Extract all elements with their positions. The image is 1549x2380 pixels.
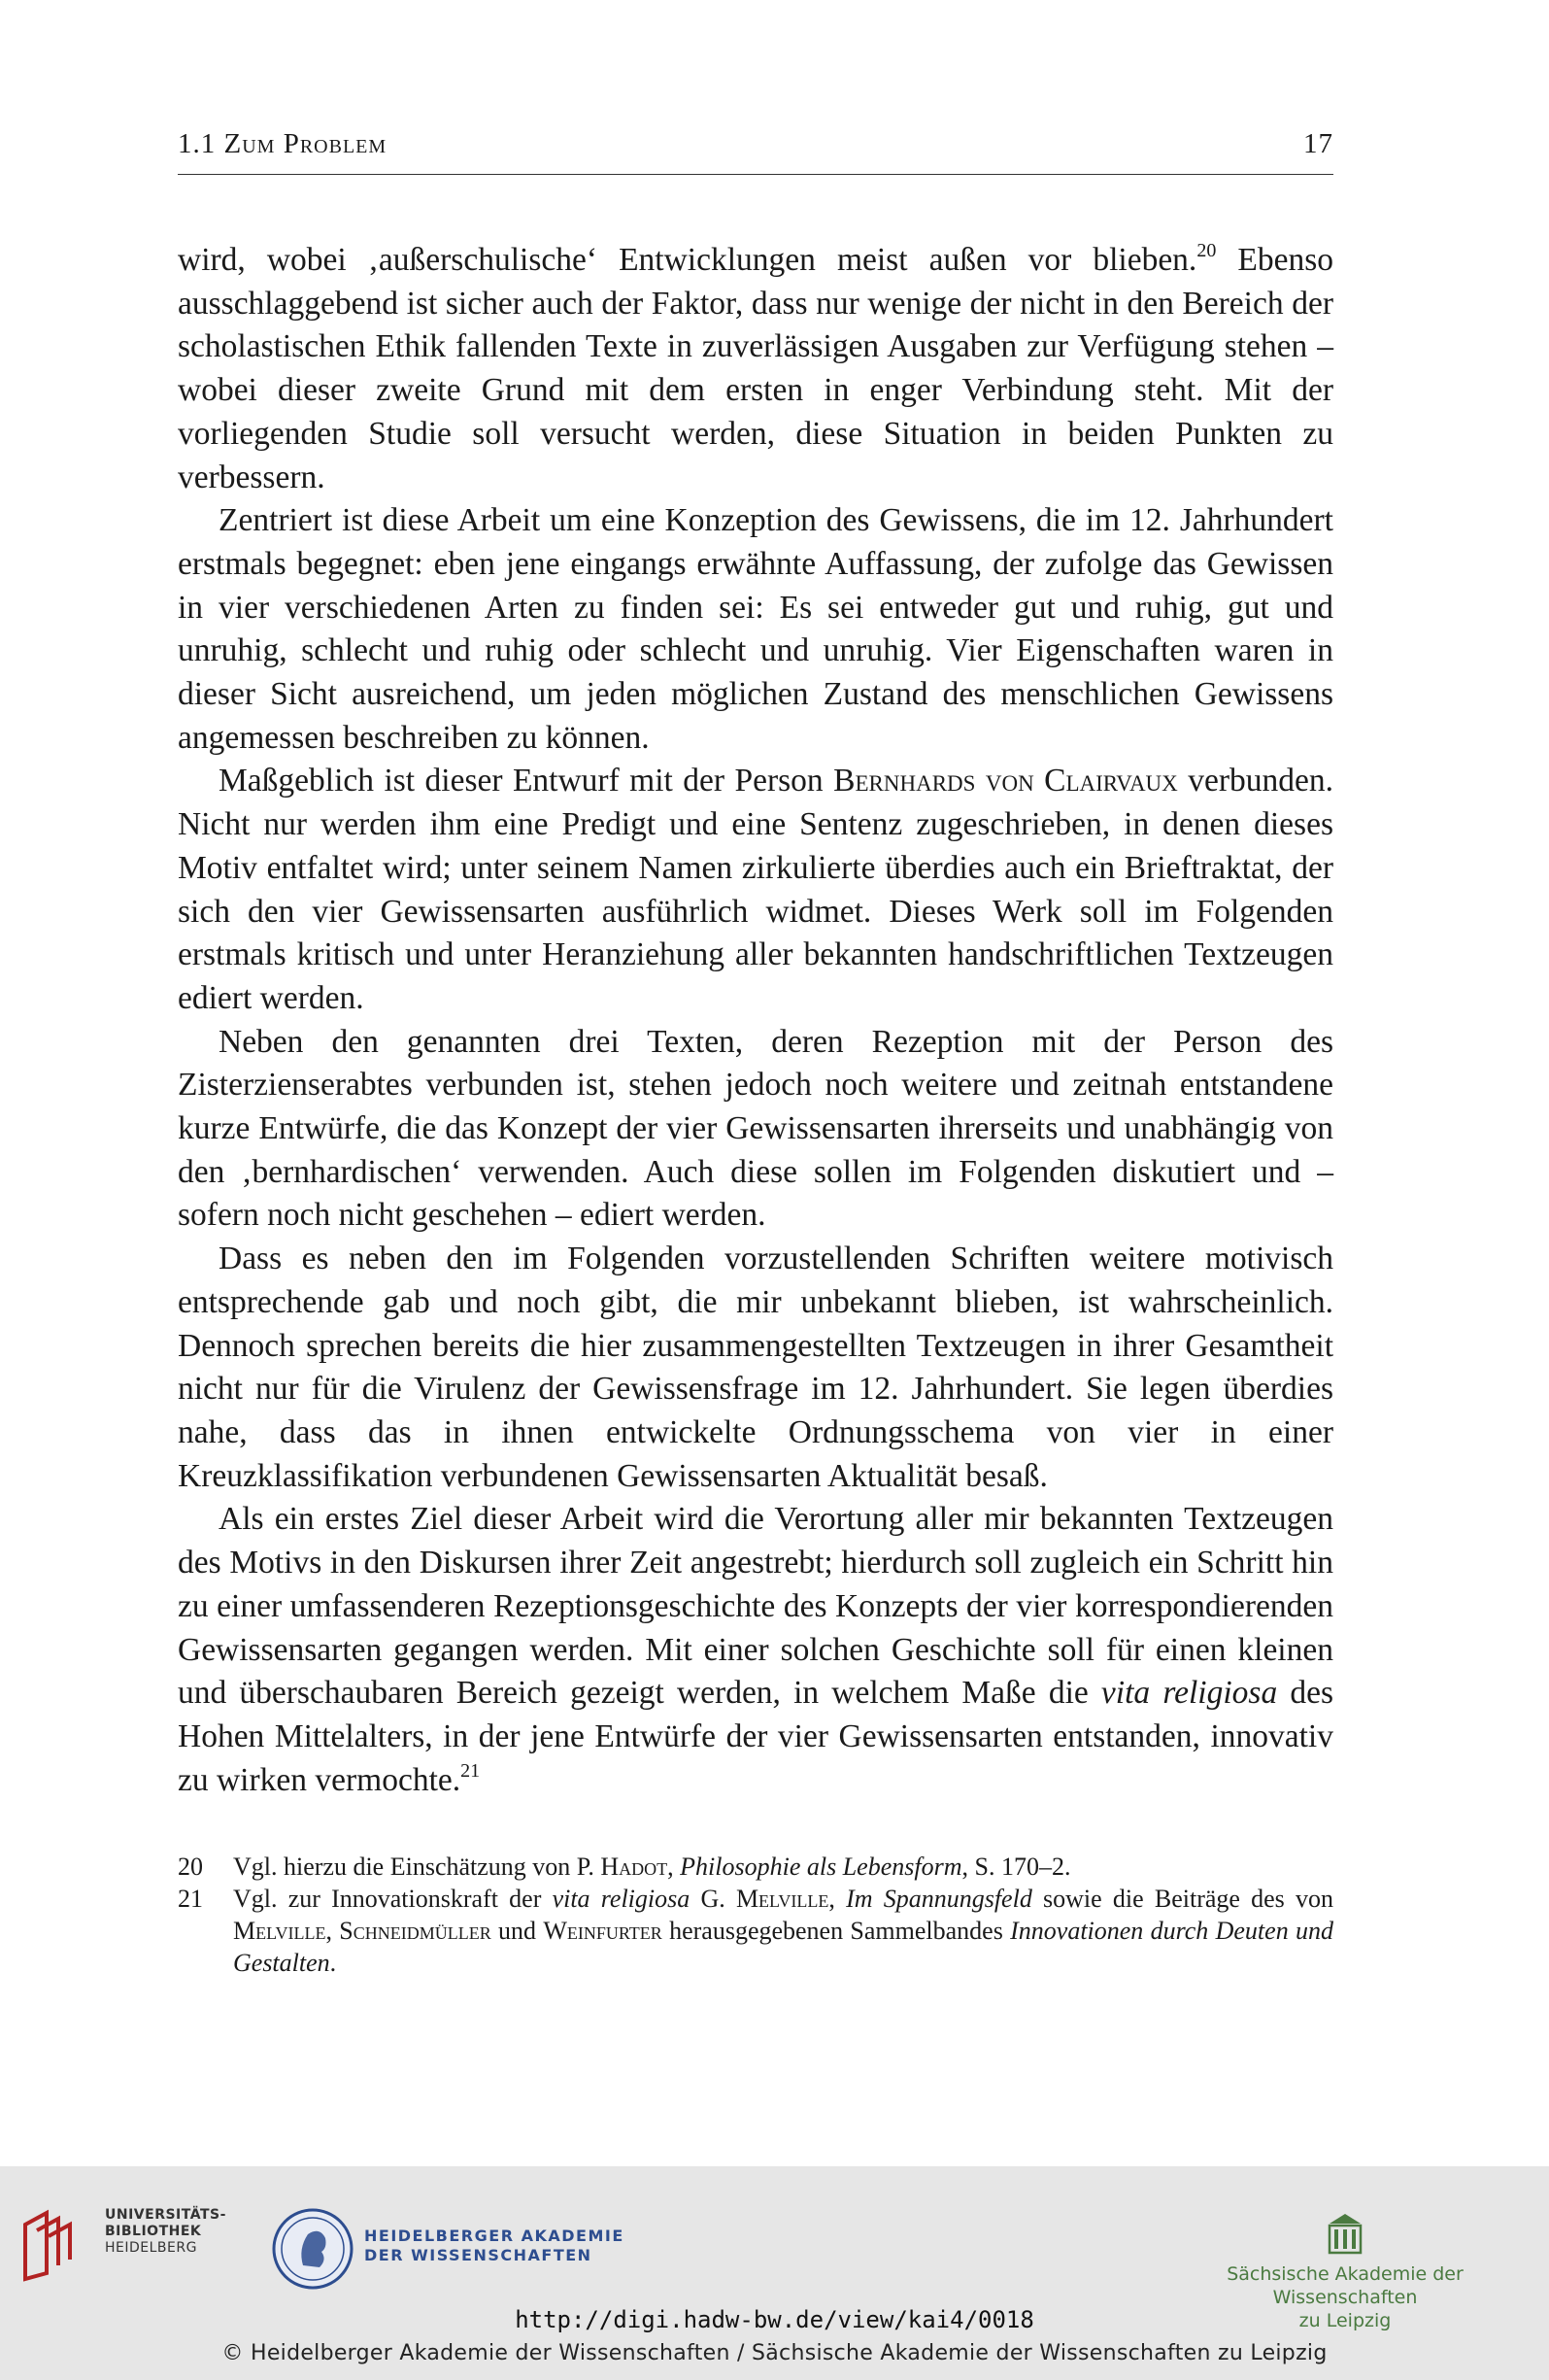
work-title: Innovationen durch Deuten und Gestalten [233, 1917, 1333, 1977]
text-run: des Hohen Mittelalters, in der jene Entwürfe der vier Gewissensarten entstanden, innovativ zu wirken vermochte. [178, 1675, 1334, 1798]
text-run: wird, wobei ‚außerschulische‘ Entwicklungen meist außen vor blieben. [178, 242, 1197, 278]
page-number: 17 [1303, 128, 1333, 159]
text-run: verbunden. Nicht nur werden ihm eine Predigt und eine Sentenz zugeschrieben, in denen dieses Motiv entfaltet wird; unter seinem Namen zirkulierte überdies auch ein Brieftraktat, der sich den vier Gewissensarten ausführlich widmet. Dieses Werk soll im Folgenden erstmals kritisch und unter Heranziehung aller bekannten handschriftlichen Textzeugen ediert werden. [178, 763, 1333, 1016]
work-title: Im Spannungsfeld [846, 1885, 1032, 1913]
paragraph [178, 1498, 1333, 1802]
footnote-text [233, 1851, 1333, 1883]
text-run: , [667, 1853, 681, 1881]
hadw-line: DER WISSENSCHAFTEN [364, 2246, 592, 2264]
footnote-ref-20[interactable]: 20 [1196, 240, 1217, 261]
header-rule [178, 174, 1333, 175]
copyright-notice: © Heidelberger Akademie der Wissenschaften / Sächsische Akademie der Wissenschaften zu Leipzig [221, 2341, 1328, 2365]
saw-line: Sächsische Akademie der Wissenschaften [1227, 2263, 1464, 2308]
text-run: Maßgeblich ist dieser Entwurf mit der Person [219, 763, 834, 799]
digitization-footer [0, 2166, 1549, 2380]
ub-line: UNIVERSITÄTS- [105, 2207, 226, 2223]
paragraph [178, 239, 1333, 499]
hadw-line: HEIDELBERGER AKADEMIE [364, 2227, 624, 2245]
text-run: sowie die Beiträge des von [1031, 1885, 1333, 1913]
text-run: Vgl. hierzu die Einschätzung von P. [233, 1853, 601, 1881]
hadw-name[interactable] [364, 2227, 624, 2265]
person-name: Bernhards von Clairvaux [833, 763, 1178, 799]
text-run: und [490, 1917, 544, 1945]
author-name: Melville [735, 1885, 829, 1913]
paragraph: Dass es neben den im Folgenden vorzustellenden Schriften weitere motivisch entsprechende gab und noch gibt, die mir unbekannt blieben, ist wahrscheinlich. Dennoch sprechen bereits die hier zusammengestellten Textzeugen in ihrer Gesamtheit nicht nur für die Virulenz der Gewissensfrage im 12. Jahrhundert. Sie legen überdies nahe, dass das in ihnen entwickelte Ordnungsschema von vier in einer Kreuzklassifikation verbundenen Gewissensarten Aktualität besaß. [178, 1241, 1333, 1494]
footnote-20 [178, 1851, 1333, 1883]
main-text [178, 239, 1333, 1802]
text-run: Ebenso ausschlaggebend ist sicher auch der Faktor, dass nur wenige der nicht in den Bereich der scholastischen Ethik fallenden Texte in zuverlässigen Ausgaben zur Verfügung stehen – wobei dieser zweite Grund mit dem ersten in enger Verbindung steht. Mit der vorliegenden Studie soll versucht werden, diese Situation in beiden Punkten zu verbessern. [178, 242, 1333, 495]
footnote-21 [178, 1883, 1333, 1979]
author-name: Hadot [600, 1853, 668, 1881]
running-head-section [178, 128, 387, 160]
footnote-ref-21[interactable]: 21 [460, 1759, 481, 1782]
text-run: , [325, 1917, 340, 1945]
paragraph [178, 760, 1333, 1020]
latin-term: vita religiosa [552, 1885, 690, 1913]
text-run: herausgegebenen Sammelbandes [661, 1917, 1011, 1945]
ub-heidelberg-logo[interactable] [17, 2205, 226, 2297]
work-title: Philosophie als Lebensform [680, 1853, 962, 1881]
ub-line: HEIDELBERG [105, 2240, 197, 2256]
footnote-text [233, 1883, 1333, 1979]
permalink-url[interactable]: http://digi.hadw-bw.de/view/kai4/0018 [515, 2306, 1034, 2333]
text-run: G. [690, 1885, 736, 1913]
text-run: Als ein erstes Ziel dieser Arbeit wird die Verortung aller mir bekannten Textzeugen des Motivs in den Diskursen ihrer Zeit angestrebt; hierdurch soll zugleich ein Schritt hin zu einer umfassenderen Rezeptionsgeschichte des Konzepts der vier korrespondierenden Gewissensarten gegangen werden. Mit einer solchen Geschichte soll für einen kleinen und überschaubaren Bereich gezeigt werden, in welchem Maße die [178, 1501, 1333, 1712]
saw-line: zu Leipzig [1298, 2310, 1392, 2331]
author-name: Schneidmüller [339, 1917, 491, 1945]
ub-heidelberg-logo-icon [17, 2205, 85, 2283]
text-run: Vgl. zur Innovationskraft der [233, 1885, 553, 1913]
latin-term: vita religiosa [1100, 1675, 1278, 1712]
section-title: Zum Problem [223, 128, 387, 159]
author-name: Weinfurter [543, 1917, 662, 1945]
paragraph: Zentriert ist diese Arbeit um eine Konzeption des Gewissens, die im 12. Jahrhundert erstmals begegnet: eben jene eingangs erwähnte Auffassung, der zufolge das Gewissen in vier verschiedenen Arten zu finden sei: Es sei entweder gut und ruhig, gut und unruhig, schlecht und ruhig oder schlecht und unruhig. Vier Eigenschaften waren in dieser Sicht ausreichend, um jeden möglichen Zustand des menschlichen Gewissens angemessen beschreiben zu können. [178, 502, 1333, 756]
running-head [178, 128, 1333, 160]
text-run: . [329, 1949, 337, 1977]
text-run: , [828, 1885, 847, 1913]
ub-heidelberg-name [105, 2207, 226, 2257]
author-name: Melville [233, 1917, 326, 1945]
section-number: 1.1 [178, 128, 217, 159]
footnote-number: 20 [178, 1853, 203, 1881]
footnotes [178, 1851, 1333, 1979]
paragraph: Neben den genannten drei Texten, deren Rezeption mit der Person des Zisterzienserabtes verbunden ist, stehen jedoch noch weitere und zeitnah entstandene kurze Entwürfe, die das Konzept der vier Gewissensarten ihrerseits und unabhängig von den ‚bernhardischen‘ verwenden. Auch diese sollen im Folgenden diskutiert und – sofern noch nicht geschehen – ediert werden. [178, 1023, 1333, 1234]
saw-building-icon [1326, 2210, 1364, 2257]
ub-line: BIBLIOTHEK [105, 2224, 202, 2239]
hadw-seal-icon [269, 2205, 356, 2293]
footnote-number: 21 [178, 1885, 203, 1913]
text-run: , S. 170–2. [961, 1853, 1071, 1881]
